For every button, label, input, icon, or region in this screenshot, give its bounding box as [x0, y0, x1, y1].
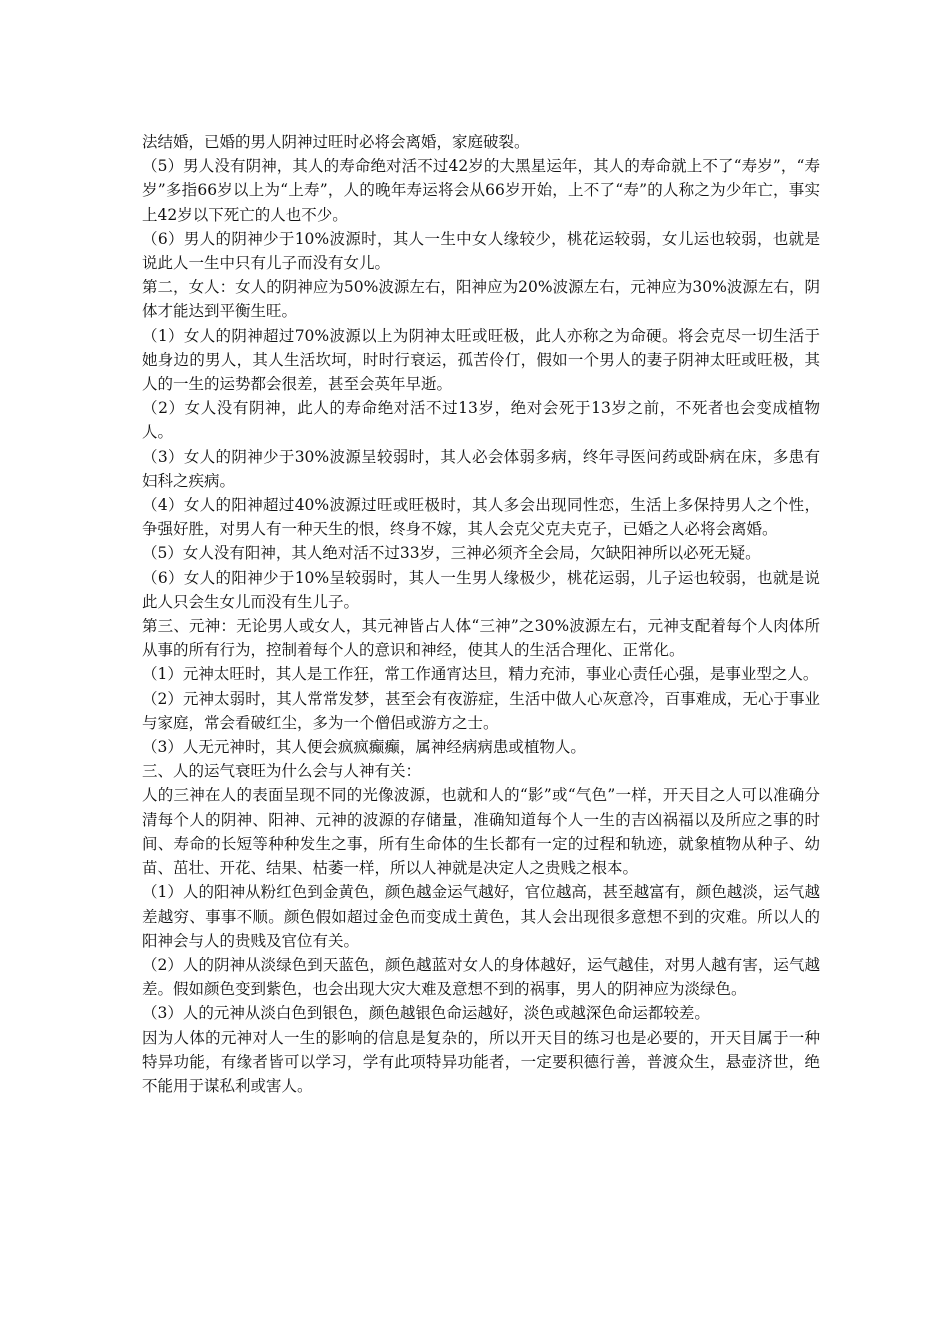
paragraph-female-excess-yin: （1）女人的阴神超过70%波源以上为阴神太旺或旺极，此人亦称之为命硬。将会克尽一切生活于她身边的男人，其人生活坎坷，时时行衰运，孤苦伶仃，假如一个男人的妻子阴神太旺或旺极，其人的一生的运势都会很差，甚至会英年早逝。: [142, 326, 820, 394]
paragraph-female-low-yin: （3）女人的阴神少于30%波源呈较弱时，其人必会体弱多病，终年寻医问药或卧病在床，多患有妇科之疾病。: [142, 447, 820, 490]
paragraph-female-no-yang: （5）女人没有阳神，其人绝对活不过33岁，三神必须齐全会局，欠缺阳神所以必死无疑。: [142, 544, 761, 563]
paragraph-three-spirits-overview: 人的三神在人的表面呈现不同的光像波源，也就和人的“影”或“气色”一样，开天目之人可以准确分清每个人的阴神、阳神、元神的波源的存储量，准确知道每个人一生的吉凶祸福以及所应之事的时间、寿命的长短等种种发生之事，所有生命体的生长都有一定的过程和轨迹，就象植物从种子、幼苗、茁壮、开花、结果、枯萎一样，所以人神就是决定人之贵贱之根本。: [142, 786, 820, 878]
section-heading-women: 第二，女人：女人的阴神应为50%波源左右，阳神应为20%波源左右，元神应为30%波源左右，阴体才能达到平衡生旺。: [142, 278, 820, 321]
paragraph-yin-color: （2）人的阴神从淡绿色到天蓝色，颜色越蓝对女人的身体越好，运气越佳，对男人越有害，运气越差。假如颜色变到紫色，也会出现大灾大难及意想不到的祸事，男人的阴神应为淡绿色。: [142, 955, 820, 999]
section-heading-fortune: 三、人的运气衰旺为什么会与人神有关：: [142, 762, 422, 781]
section-heading-yuanshen: 第三、元神：无论男人或女人，其元神皆占人体“三神”之30%波源左右，元神支配着每个人肉体所从事的所有行为，控制着每个人的意识和神经，使其人的生活合理化、正常化。: [142, 617, 820, 660]
paragraph-yuan-color: （3）人的元神从淡白色到银色，颜色越银色命运越好，淡色或越深色命运都较差。: [142, 1004, 710, 1023]
paragraph-yuanshen-weak: （2）元神太弱时，其人常常发梦，甚至会有夜游症，生活中做人心灰意冷，百事难成，无心于事业与家庭，常会看破红尘，多为一个僧侣或游方之士。: [142, 689, 820, 732]
paragraph-yuanshen-strong: （1）元神太旺时，其人是工作狂，常工作通宵达旦，精力充沛，事业心责任心强，是事业型之人。: [142, 665, 819, 684]
paragraph-conclusion: 因为人体的元神对人一生的影响的信息是复杂的，所以开天目的练习也是必要的，开天目属于一种特异功能，有缘者皆可以学习，学有此项特异功能者，一定要积德行善，普渡众生，悬壶济世，绝不能用于谋私利或害人。: [142, 1028, 820, 1095]
paragraph-male-no-yin: （5）男人没有阴神，其人的寿命绝对活不过42岁的大黑星运年，其人的寿命就上不了“寿岁”，“寿岁”多指66岁以上为“上寿”，人的晚年寿运将会从66岁开始，上不了“寿”的人称之为少年亡，事实上42岁以下死亡的人也不少。: [142, 157, 820, 224]
paragraph-female-low-yang: （6）女人的阳神少于10%呈较弱时，其人一生男人缘极少，桃花运弱，儿子运也较弱，也就是说此人只会生女儿而没有生儿子。: [142, 568, 820, 611]
paragraph-yang-color: （1）人的阳神从粉红色到金黄色，颜色越金运气越好，官位越高，甚至越富有，颜色越淡，运气越差越穷、事事不顺。颜色假如超过金色而变成土黄色，其人会出现很多意想不到的灾难。所以人的阳神会与人的贵贱及官位有关。: [142, 883, 820, 950]
paragraph-female-excess-yang: （4）女人的阳神超过40%波源过旺或旺极时，其人多会出现同性恋，生活上多保持男人之个性，争强好胜，对男人有一种天生的恨，终身不嫁，其人会克父克夫克子，已婚之人必将会离婚。: [142, 496, 820, 539]
paragraph-male-low-yin: （6）男人的阴神少于10%波源时，其人一生中女人缘较少，桃花运较弱，女儿运也较弱，也就是说此人一生中只有儿子而没有女儿。: [142, 229, 820, 273]
document-body: [142, 130, 820, 1098]
paragraph-marriage-ending: 法结婚，已婚的男人阴神过旺时必将会离婚，家庭破裂。: [142, 133, 530, 151]
paragraph-female-no-yin: （2）女人没有阴神，此人的寿命绝对活不过13岁，绝对会死于13岁之前，不死者也会变成植物人。: [142, 399, 820, 442]
paragraph-yuanshen-none: （3）人无元神时，其人便会疯疯癫癫，属神经病病患或植物人。: [142, 738, 586, 757]
